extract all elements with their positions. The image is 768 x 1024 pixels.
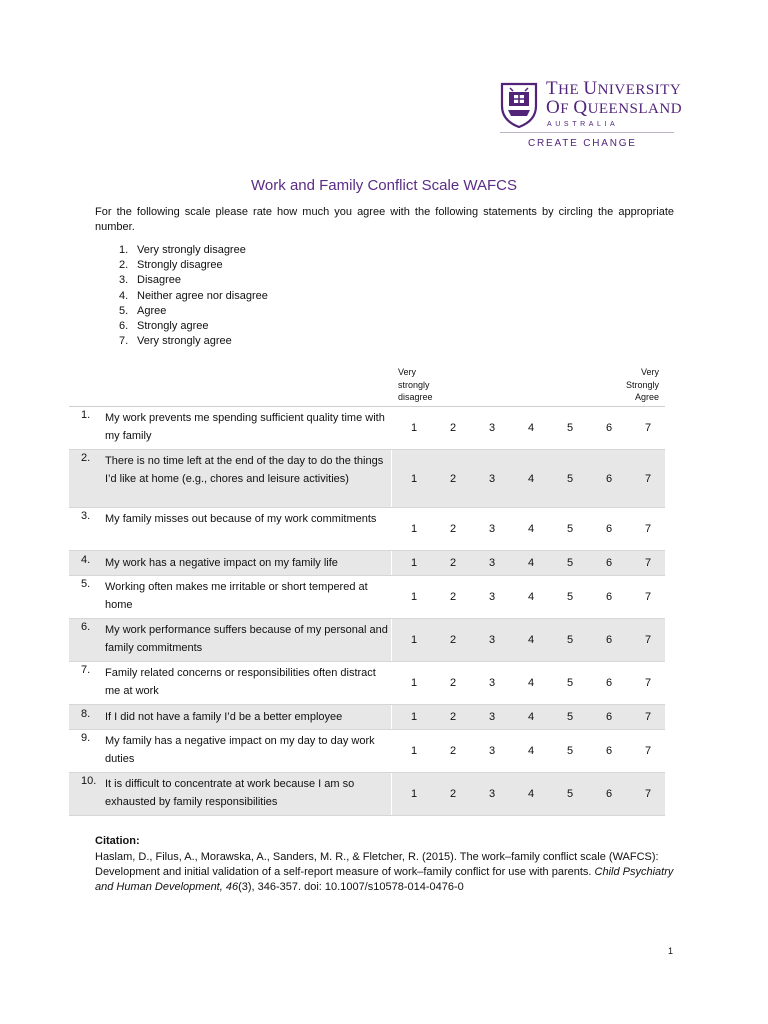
item-number: 10. <box>81 775 97 787</box>
rating-option[interactable]: 1 <box>411 591 418 603</box>
rating-option[interactable]: 1 <box>411 788 418 800</box>
rating-option[interactable]: 6 <box>606 677 613 689</box>
scale-legend-label: Strongly disagree <box>137 259 223 272</box>
rating-option[interactable]: 7 <box>645 523 652 535</box>
rating-option[interactable]: 7 <box>645 557 652 569</box>
scale-legend-item <box>119 258 268 273</box>
scale-legend-item <box>119 273 268 288</box>
rating-option[interactable]: 7 <box>645 472 652 485</box>
column-divider <box>391 551 392 575</box>
rating-option[interactable]: 2 <box>450 634 457 646</box>
anchor-high-label <box>626 366 659 404</box>
university-wordmark: THE UNIVERSITY OF QUEENSLAND AUSTRALIA <box>546 78 683 128</box>
item-number: 2. <box>81 452 91 464</box>
rating-option[interactable]: 4 <box>528 677 535 689</box>
rating-option[interactable]: 7 <box>645 634 652 646</box>
item-statement: Family related concerns or responsibilities often distract me at work <box>105 667 376 697</box>
rating-scale-legend <box>119 243 268 349</box>
scale-legend-item <box>119 334 268 349</box>
rating-options <box>411 705 684 729</box>
rating-option[interactable]: 2 <box>450 557 457 569</box>
anchor-low-label <box>398 366 433 404</box>
scale-legend-item <box>119 319 268 334</box>
column-divider <box>391 407 392 449</box>
item-number: 5. <box>81 578 91 590</box>
column-divider <box>391 773 392 815</box>
rating-option[interactable]: 6 <box>606 788 613 800</box>
logo-tagline: CREATE CHANGE <box>528 138 637 149</box>
scale-legend-number: 4. <box>119 289 129 302</box>
table-row <box>69 773 665 816</box>
scale-legend-number: 5. <box>119 304 129 317</box>
rating-option[interactable]: 6 <box>606 557 613 569</box>
rating-option[interactable]: 1 <box>411 711 418 723</box>
item-number: 6. <box>81 621 91 633</box>
rating-option[interactable]: 4 <box>528 422 535 434</box>
rating-option[interactable]: 3 <box>489 634 496 646</box>
questionnaire-table <box>69 364 665 816</box>
rating-option[interactable]: 3 <box>489 422 496 434</box>
rating-option[interactable]: 1 <box>411 523 418 535</box>
rating-option[interactable]: 5 <box>567 677 574 689</box>
rating-option[interactable]: 1 <box>411 745 418 757</box>
rating-option[interactable]: 6 <box>606 711 613 723</box>
scale-legend-number: 2. <box>119 259 129 272</box>
rating-option[interactable]: 4 <box>528 472 535 485</box>
rating-option[interactable]: 7 <box>645 591 652 603</box>
rating-option[interactable]: 5 <box>567 422 574 434</box>
item-statement: There is no time left at the end of the day to do the things I’d like at home (e.g., chores and leisure activities) <box>105 455 384 485</box>
rating-option[interactable]: 6 <box>606 591 613 603</box>
table-row <box>69 705 665 730</box>
rating-option[interactable]: 2 <box>450 745 457 757</box>
rating-option[interactable]: 2 <box>450 788 457 800</box>
rating-option[interactable]: 7 <box>645 422 652 434</box>
rating-option[interactable]: 3 <box>489 472 496 485</box>
column-divider <box>391 619 392 661</box>
column-divider <box>391 662 392 704</box>
rating-option[interactable]: 3 <box>489 591 496 603</box>
item-statement: My work performance suffers because of my personal and family commitments <box>105 624 388 654</box>
scale-legend-item <box>119 289 268 304</box>
rating-option[interactable]: 2 <box>450 711 457 723</box>
scale-legend-number: 6. <box>119 320 129 333</box>
rating-option[interactable]: 2 <box>450 422 457 434</box>
column-divider <box>391 450 392 507</box>
university-crest-icon <box>500 82 538 128</box>
item-number: 7. <box>81 664 91 676</box>
rating-option[interactable]: 2 <box>450 472 457 485</box>
citation-journal: Child Psychiatry and Human Development, 46 <box>95 866 674 893</box>
rating-option[interactable]: 5 <box>567 745 574 757</box>
anchor-word: Strongly <box>625 379 659 390</box>
item-number: 3. <box>81 510 91 522</box>
rating-option[interactable]: 4 <box>528 557 535 569</box>
instructions: For the following scale please rate how much you agree with the following statements by circling the appropriate number. <box>95 206 674 233</box>
table-row <box>69 662 665 705</box>
rating-option[interactable]: 4 <box>528 523 535 535</box>
rating-option[interactable]: 5 <box>567 788 574 800</box>
rating-option[interactable]: 3 <box>489 523 496 535</box>
rating-option[interactable]: 3 <box>489 788 496 800</box>
scale-legend-number: 1. <box>119 244 129 256</box>
university-logo <box>500 78 683 152</box>
rating-option[interactable]: 7 <box>645 788 652 800</box>
rating-option[interactable]: 6 <box>606 745 613 757</box>
table-row <box>69 576 665 619</box>
rating-options <box>411 619 684 661</box>
rating-option[interactable]: 5 <box>567 711 574 723</box>
scale-legend-number: 7. <box>119 335 129 348</box>
scale-legend-item <box>119 243 268 258</box>
table-header <box>69 364 665 407</box>
rating-option[interactable]: 2 <box>450 591 457 603</box>
rating-option[interactable]: 3 <box>489 677 496 689</box>
item-statement: My work prevents me spending sufficient quality time with my family <box>105 412 385 442</box>
rating-option[interactable]: 5 <box>567 634 574 646</box>
scale-legend-label: Neither agree nor disagree <box>137 289 268 302</box>
anchor-word: Very <box>640 367 659 377</box>
item-statement: My family has a negative impact on my day to day work duties <box>105 735 375 765</box>
rating-option[interactable]: 6 <box>606 523 613 535</box>
rating-option[interactable]: 6 <box>606 634 613 646</box>
rating-option[interactable]: 1 <box>411 422 418 434</box>
item-statement: My family misses out because of my work commitments <box>105 513 377 525</box>
table-row <box>69 407 665 450</box>
rating-options <box>411 551 684 575</box>
rating-options <box>411 662 684 704</box>
rating-option[interactable]: 2 <box>450 523 457 535</box>
rating-option[interactable]: 6 <box>606 472 613 485</box>
anchor-word: Very <box>398 367 417 377</box>
university-country: AUSTRALIA <box>547 121 619 128</box>
anchor-word: strongly <box>398 379 430 390</box>
table-row <box>69 619 665 662</box>
rating-option[interactable]: 3 <box>489 711 496 723</box>
item-statement: Working often makes me irritable or short tempered at home <box>105 581 368 611</box>
table-row <box>69 508 665 551</box>
scale-legend-item <box>119 304 268 319</box>
rating-option[interactable]: 4 <box>528 711 535 723</box>
rating-option[interactable]: 4 <box>528 634 535 646</box>
scale-legend-label: Strongly agree <box>137 320 209 333</box>
rating-options <box>411 773 684 815</box>
scale-legend-number: 3. <box>119 274 129 287</box>
rating-option[interactable]: 7 <box>645 677 652 689</box>
rating-option[interactable]: 1 <box>411 677 418 689</box>
anchor-word: Agree <box>634 392 659 402</box>
anchor-word: disagree <box>398 392 433 402</box>
rating-option[interactable]: 2 <box>450 677 457 689</box>
column-divider <box>391 508 392 550</box>
rating-options <box>411 450 684 507</box>
logo-divider <box>500 132 674 133</box>
rating-option[interactable]: 5 <box>567 472 574 485</box>
citation-text: Haslam, D., Filus, A., Morawska, A., Sanders, M. R., & Fletcher, R. (2015). The work–family conflict scale (WAFCS): Development and initial validation of a self-report measure of work–family conflict for use with parents. Child Psychiatry and Human Development, 46(3), 346-357. doi: 10.1007/s10578-014-0476-0 <box>95 851 674 893</box>
rating-option[interactable]: 3 <box>489 557 496 569</box>
rating-options <box>411 576 684 618</box>
rating-option[interactable]: 3 <box>489 745 496 757</box>
item-number: 4. <box>81 554 91 566</box>
rating-option[interactable]: 5 <box>567 523 574 535</box>
item-statement: My work has a negative impact on my family life <box>105 557 338 569</box>
rating-option[interactable]: 6 <box>606 422 613 434</box>
item-number: 8. <box>81 708 91 720</box>
column-divider <box>391 705 392 729</box>
rating-option[interactable]: 7 <box>645 711 652 723</box>
scale-legend-label: Agree <box>137 304 167 317</box>
rating-option[interactable]: 4 <box>528 591 535 603</box>
rating-options <box>411 508 684 550</box>
page-number: 1 <box>668 946 674 956</box>
item-number: 9. <box>81 732 91 744</box>
item-statement: It is difficult to concentrate at work because I am so exhausted by family responsibilities <box>105 778 355 808</box>
column-divider <box>391 730 392 772</box>
rating-option[interactable]: 4 <box>528 745 535 757</box>
rating-option[interactable]: 4 <box>528 788 535 800</box>
rating-options <box>411 730 684 772</box>
rating-option[interactable]: 1 <box>411 472 418 485</box>
scale-legend-label: Very strongly agree <box>137 335 232 348</box>
scale-legend-label: Disagree <box>137 274 182 287</box>
scale-legend-label: Very strongly disagree <box>137 244 246 256</box>
rating-option[interactable]: 7 <box>645 745 652 757</box>
item-number: 1. <box>81 409 91 421</box>
document-title: Work and Family Conflict Scale WAFCS <box>251 177 517 194</box>
rating-options <box>411 407 684 449</box>
rating-option[interactable]: 5 <box>567 591 574 603</box>
column-divider <box>391 576 392 618</box>
rating-option[interactable]: 5 <box>567 557 574 569</box>
table-row <box>69 551 665 576</box>
table-row <box>69 730 665 773</box>
table-row <box>69 450 665 508</box>
item-statement: If I did not have a family I’d be a better employee <box>105 711 343 723</box>
rating-option[interactable]: 1 <box>411 634 418 646</box>
rating-option[interactable]: 1 <box>411 557 418 569</box>
citation-label: Citation: <box>95 835 140 847</box>
